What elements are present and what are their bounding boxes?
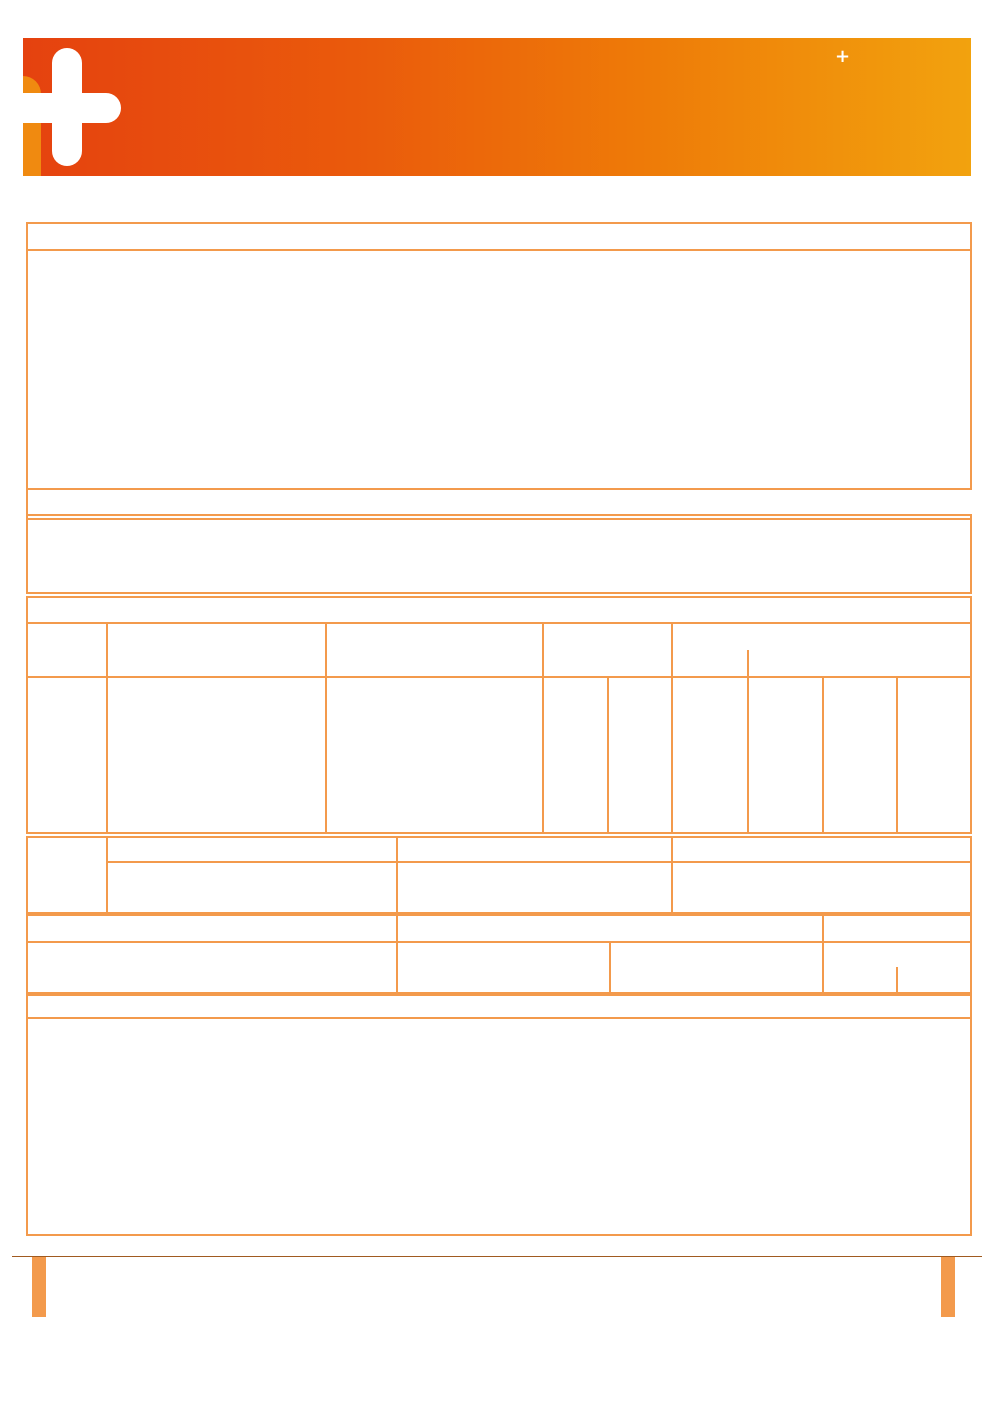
divider bbox=[26, 676, 972, 678]
divider bbox=[671, 622, 673, 834]
ratio-row bbox=[26, 490, 972, 516]
divider bbox=[396, 836, 398, 914]
divider bbox=[325, 622, 327, 834]
divider bbox=[106, 622, 108, 834]
divider bbox=[822, 676, 824, 834]
divider bbox=[106, 836, 108, 914]
divider bbox=[12, 1256, 982, 1257]
divider bbox=[896, 967, 898, 994]
divider bbox=[26, 1017, 972, 1019]
foreign-market-table bbox=[26, 222, 972, 490]
spot-price-table bbox=[26, 836, 972, 914]
divider bbox=[747, 650, 749, 834]
import-cost-table bbox=[26, 516, 972, 594]
divider bbox=[822, 941, 972, 943]
divider bbox=[26, 518, 972, 520]
domestic-table bbox=[26, 596, 972, 834]
divider bbox=[26, 622, 972, 624]
divider bbox=[609, 941, 611, 994]
divider bbox=[396, 914, 398, 994]
divider bbox=[607, 676, 609, 834]
summary-box bbox=[26, 994, 972, 1236]
logo-plus-icon-bar bbox=[23, 93, 121, 123]
divider bbox=[106, 861, 972, 863]
divider bbox=[26, 249, 972, 251]
divider bbox=[896, 676, 898, 834]
divider bbox=[26, 941, 822, 943]
divider bbox=[671, 836, 673, 914]
divider bbox=[822, 914, 824, 994]
banner-decoration bbox=[23, 76, 41, 176]
divider bbox=[542, 622, 544, 834]
header-banner bbox=[23, 38, 971, 176]
port-table bbox=[26, 914, 972, 994]
disclaimer-bar-left bbox=[32, 1257, 46, 1317]
disclaimer-bar-right bbox=[941, 1257, 955, 1317]
slogan-plus-icon: + bbox=[835, 46, 851, 67]
